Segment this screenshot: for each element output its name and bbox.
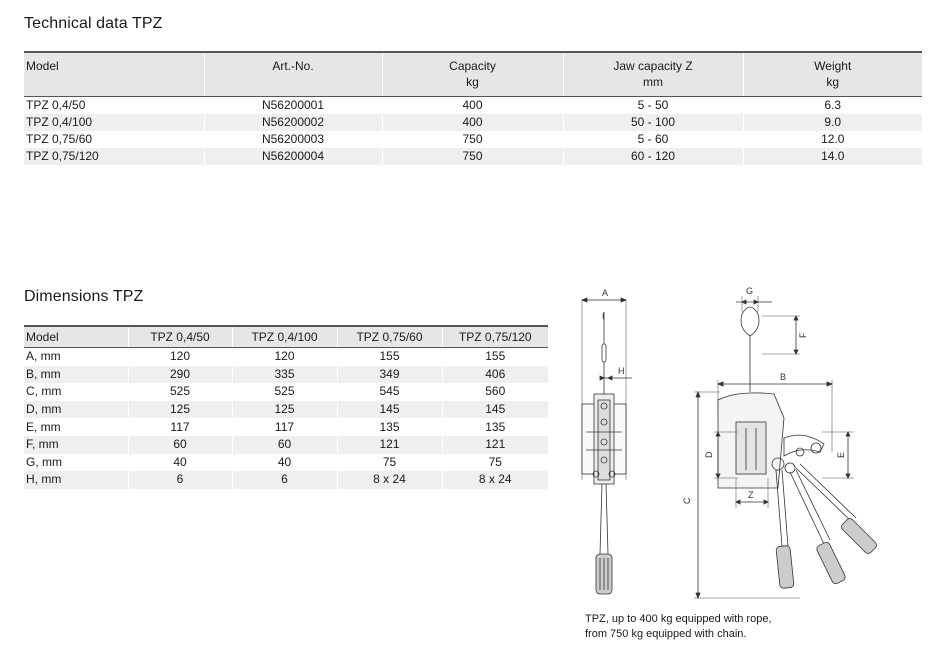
table-cell: B, mm [24, 366, 128, 384]
table-cell: 40 [128, 454, 232, 472]
table-cell: TPZ 0,4/100 [24, 114, 204, 131]
table-cell: 6.3 [743, 97, 922, 115]
table-cell: TPZ 0,4/50 [26, 98, 86, 112]
table-row [24, 471, 548, 489]
table-cell: N56200002 [204, 114, 382, 131]
table-cell: 120 [232, 348, 337, 366]
table-header-row [24, 52, 922, 97]
table-cell: 60 [232, 436, 337, 454]
table-cell: 117 [128, 418, 232, 436]
table-cell: H, mm [24, 471, 128, 489]
label-a: A [602, 288, 609, 298]
table-cell: 525 [232, 383, 337, 401]
table-cell: E, mm [26, 419, 61, 434]
column-header: Art.-No. [204, 52, 382, 97]
table-cell: 8 x 24 [337, 471, 442, 489]
table-header-row [24, 326, 548, 348]
table-cell: 12.0 [743, 131, 922, 148]
table-cell: 120 [128, 348, 232, 366]
label-c: C [682, 497, 692, 504]
table-cell: 125 [232, 401, 337, 419]
label-d: D [704, 451, 714, 458]
table-row [24, 366, 548, 384]
table-cell: 560 [442, 383, 548, 401]
label-f: F [798, 332, 808, 338]
column-header: TPZ 0,4/50 [128, 326, 232, 348]
table-cell: 121 [442, 436, 548, 454]
table-cell: 750 [382, 148, 563, 165]
table-cell: 75 [337, 454, 442, 472]
technical-data-title: Technical data TPZ [24, 15, 163, 32]
label-h: H [618, 366, 625, 376]
table-cell: 6 [128, 471, 232, 489]
column-header: TPZ 0,75/60 [337, 326, 442, 348]
table-cell: 40 [232, 454, 337, 472]
table-cell: 155 [442, 348, 548, 366]
caption-line-1: TPZ, up to 400 kg equipped with rope, [585, 613, 772, 625]
table-cell: 525 [128, 383, 232, 401]
table-cell: G, mm [26, 454, 62, 469]
table-cell: 5 - 50 [563, 97, 743, 115]
table-cell: TPZ 0,75/120 [24, 148, 204, 165]
table-row [24, 348, 548, 366]
table-cell: 335 [232, 366, 337, 384]
table-cell: N56200001 [204, 97, 382, 115]
table-cell: 50 - 100 [563, 114, 743, 131]
table-cell: 125 [128, 401, 232, 419]
table-cell: 349 [337, 366, 442, 384]
label-z: Z [748, 490, 754, 500]
label-b: B [780, 372, 787, 382]
label-g: G [746, 286, 754, 296]
table-cell: TPZ 0,75/60 [26, 132, 93, 146]
table-cell: 8 x 24 [442, 471, 548, 489]
technical-data-table [24, 51, 922, 165]
table-row [24, 383, 548, 401]
caption-line-2: from 750 kg equipped with chain. [585, 628, 747, 640]
table-cell: F, mm [24, 436, 128, 454]
table-cell: 60 - 120 [563, 148, 743, 165]
table-row [24, 148, 922, 165]
table-cell: 145 [337, 401, 442, 419]
table-cell: N56200004 [204, 148, 382, 165]
table-row [24, 401, 548, 419]
table-row [24, 114, 922, 131]
table-cell: 750 [382, 131, 563, 148]
table-row [24, 131, 922, 148]
table-cell: 290 [128, 366, 232, 384]
column-header: TPZ 0,75/120 [442, 326, 548, 348]
table-cell: N56200003 [204, 131, 382, 148]
table-cell: 135 [337, 418, 442, 436]
table-cell: 545 [337, 383, 442, 401]
table-cell: 117 [232, 418, 337, 436]
table-cell: 400 [382, 114, 563, 131]
table-cell: 406 [442, 366, 548, 384]
table-cell: 6 [232, 471, 337, 489]
table-row [24, 436, 548, 454]
table-cell: 145 [442, 401, 548, 419]
dimensions-table [24, 325, 548, 489]
table-cell: 9.0 [743, 114, 922, 131]
table-cell: 400 [382, 97, 563, 115]
tpz-dimension-drawing [560, 282, 936, 610]
column-header: TPZ 0,4/100 [232, 326, 337, 348]
table-row [24, 454, 548, 472]
label-e: E [836, 451, 846, 458]
table-cell: 135 [442, 418, 548, 436]
table-cell: A, mm [26, 349, 61, 364]
column-header: Weight kg [743, 52, 922, 97]
table-cell: 155 [337, 348, 442, 366]
table-cell: D, mm [24, 401, 128, 419]
table-row [24, 97, 922, 115]
column-header: Jaw capacity Z mm [563, 52, 743, 97]
table-cell: 121 [337, 436, 442, 454]
dimensions-title: Dimensions TPZ [24, 288, 144, 305]
table-cell: 60 [128, 436, 232, 454]
table-row [24, 418, 548, 436]
column-header: Model [24, 326, 128, 348]
table-cell: 5 - 60 [563, 131, 743, 148]
table-cell: 75 [442, 454, 548, 472]
column-header: Capacity kg [382, 52, 563, 97]
table-cell: C, mm [26, 384, 62, 399]
table-cell: 14.0 [743, 148, 922, 165]
diagram-caption [585, 612, 772, 642]
column-header: Model [24, 52, 204, 97]
